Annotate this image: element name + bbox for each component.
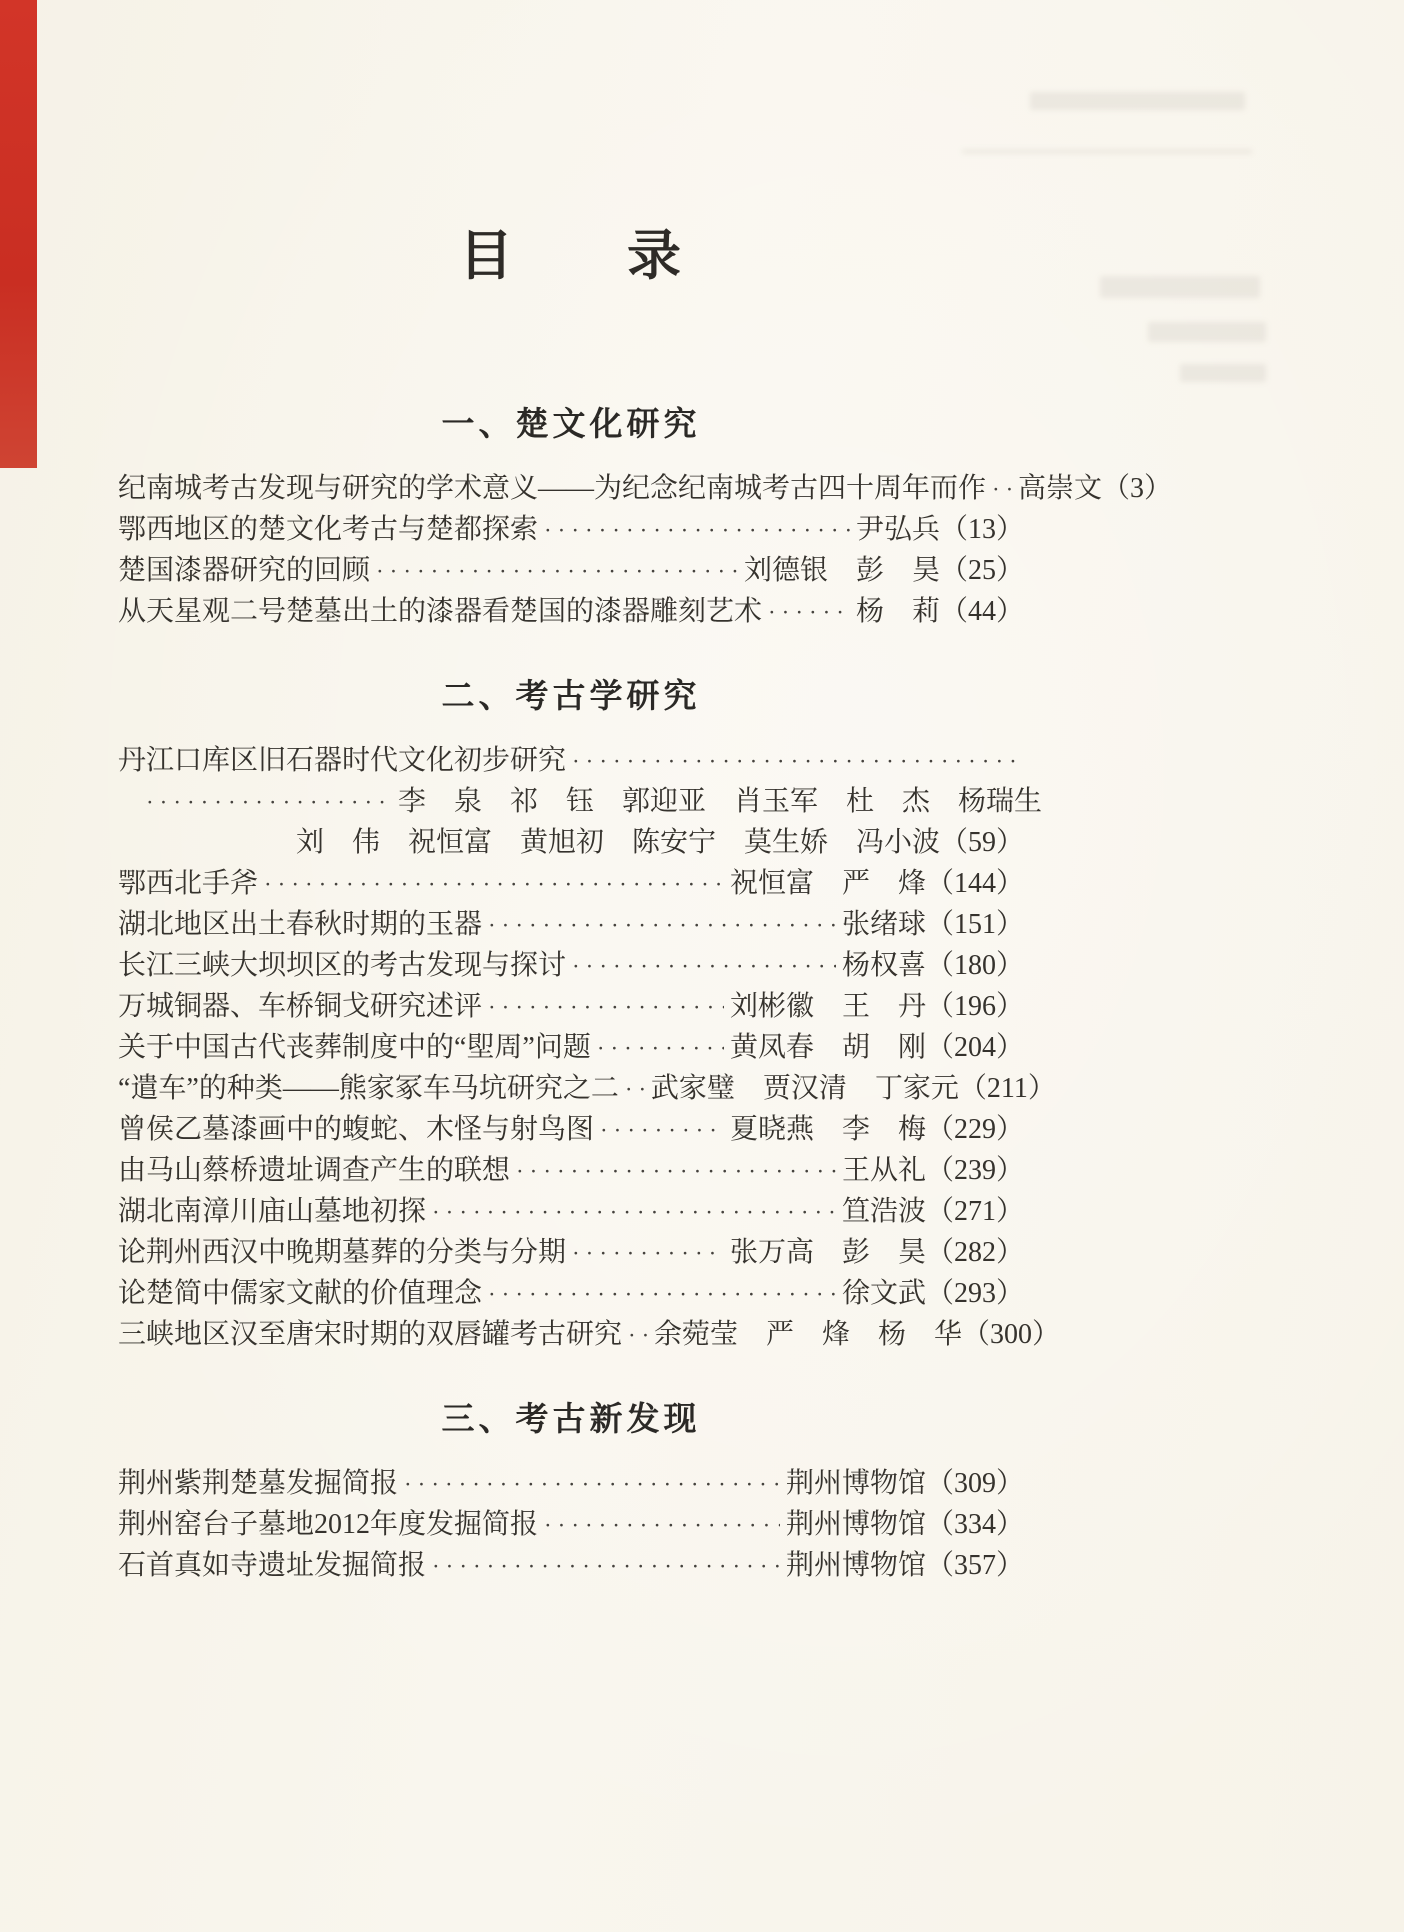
entry-authors-page: 徐文武（293）: [841, 1278, 1024, 1309]
dots-leader: [544, 509, 850, 551]
entry-authors-page: 张绪球（151）: [841, 909, 1024, 940]
entry-title: 关于中国古代丧葬制度中的“堲周”问题: [118, 1032, 591, 1063]
section-heading: 三、考古新发现: [441, 1400, 701, 1437]
entry-title: 湖北地区出土春秋时期的玉器: [118, 909, 483, 940]
toc-entry: [118, 1273, 1024, 1314]
toc-entry: [118, 904, 1024, 945]
bleedthrough-mark: [1100, 276, 1260, 298]
entry-authors-page: 武家璧 贾汉清 丁家元（211）: [650, 1073, 1056, 1104]
bleedthrough-mark: [1148, 322, 1266, 342]
entry-title: 从天星观二号楚墓出土的漆器看楚国的漆器雕刻艺术: [118, 596, 763, 627]
dots-leader: [768, 591, 850, 633]
entry-title: 曾侯乙墓漆画中的蝮蛇、木怪与射鸟图: [118, 1114, 595, 1145]
entry-authors-page: 尹弘兵（13）: [855, 514, 1024, 545]
entry-authors-page: 王从礼（239）: [841, 1155, 1024, 1186]
entry-authors-page: 高崇文（3）: [1018, 473, 1173, 504]
entry-authors-page: 余菀莹 严 烽 杨 华（300）: [654, 1319, 1061, 1350]
toc-entry: [118, 1504, 1024, 1545]
toc-entry: [118, 1314, 1061, 1355]
dots-leader: [544, 1504, 780, 1546]
entry-authors-page: 笪浩波（271）: [841, 1196, 1024, 1227]
toc-entry: [118, 1463, 1024, 1504]
dots-leader: [572, 740, 1018, 782]
entry-authors-page: 黄凤春 胡 刚（204）: [729, 1032, 1024, 1063]
dots-leader: [432, 1191, 836, 1233]
dots-leader: [600, 1109, 724, 1151]
entry-title: 由马山蔡桥遗址调查产生的联想: [118, 1155, 511, 1186]
entry-authors-page: 刘 伟 祝恒富 黄旭初 陈安宁 莫生娇 冯小波（59）: [295, 827, 1024, 858]
entry-title: 楚国漆器研究的回顾: [118, 555, 371, 586]
entry-author-line: [118, 822, 1024, 863]
toc-entry: [118, 1150, 1024, 1191]
dots-leader: [488, 904, 836, 946]
entry-title: 三峡地区汉至唐宋时期的双唇罐考古研究: [118, 1319, 623, 1350]
dots-leader: [628, 1314, 648, 1356]
dots-leader: [992, 468, 1012, 510]
toc-entry: [118, 509, 1024, 550]
entry-authors-page: 荆州博物馆（309）: [785, 1468, 1024, 1499]
entry-title: 石首真如寺遗址发掘简报: [118, 1550, 427, 1581]
section-heading: 二、考古学研究: [441, 677, 701, 714]
toc-content: [118, 0, 1173, 1586]
entry-title: 鄂西北手斧: [118, 868, 259, 899]
entry-title: 鄂西地区的楚文化考古与楚都探索: [118, 514, 539, 545]
entry-title: 荆州窑台子墓地2012年度发掘简报: [118, 1509, 539, 1540]
entry-authors-page: 杨权喜（180）: [841, 950, 1024, 981]
book-cover-edge: [0, 0, 37, 468]
toc-entry: [118, 1191, 1024, 1232]
entry-title: 丹江口库区旧石器时代文化初步研究: [118, 745, 567, 776]
entry-authors-page: 杨 莉（44）: [855, 596, 1024, 627]
dots-leader: [146, 781, 384, 823]
toc-entry: [118, 1068, 1056, 1109]
entry-authors-page: 荆州博物馆（334）: [785, 1509, 1024, 1540]
dots-leader: [404, 1463, 780, 1505]
entry-title: 论荆州西汉中晚期墓葬的分类与分期: [118, 1237, 567, 1268]
dots-leader: [376, 550, 738, 592]
dots-leader: [572, 1232, 724, 1274]
toc-entry: [118, 1027, 1024, 1068]
dots-leader: [597, 1027, 724, 1069]
toc-entry: [118, 591, 1024, 632]
toc-entry: [118, 1109, 1024, 1150]
dots-leader: [432, 1545, 780, 1587]
dots-leader: [516, 1150, 836, 1192]
entry-authors-page: 李 泉 祁 钰 郭迎亚 肖玉军 杜 杰 杨瑞生: [398, 786, 1043, 817]
entry-title: 万城铜器、车桥铜戈研究述评: [118, 991, 483, 1022]
entry-title: 纪南城考古发现与研究的学术意义——为纪念纪南城考古四十周年而作: [118, 473, 987, 504]
dots-leader: [488, 986, 724, 1028]
entry-authors-page: 祝恒富 严 烽（144）: [729, 868, 1024, 899]
toc-entry: [118, 740, 1024, 781]
bleedthrough-mark: [1180, 364, 1266, 382]
bleedthrough-mark: [1030, 92, 1245, 110]
entry-authors-page: 刘德银 彭 昊（25）: [743, 555, 1024, 586]
dots-leader: [572, 945, 836, 987]
dots-leader: [264, 863, 724, 905]
toc-entry: [118, 468, 1173, 509]
page-title: 目 录: [459, 226, 683, 286]
toc-entry: [118, 945, 1024, 986]
entry-authors-page: 刘彬徽 王 丹（196）: [729, 991, 1024, 1022]
dots-leader: [625, 1068, 645, 1110]
section-entries: [118, 1463, 1024, 1586]
section-entries: [118, 740, 1061, 1355]
entry-title: “遣车”的种类——熊家冢车马坑研究之二: [118, 1073, 619, 1104]
toc-entry: [118, 550, 1024, 591]
entry-authors-page: 张万高 彭 昊（282）: [729, 1237, 1024, 1268]
toc-entry: [118, 1545, 1024, 1586]
section-heading: 一、楚文化研究: [441, 405, 701, 442]
toc-sections: [118, 404, 1173, 1586]
entry-authors-page: 荆州博物馆（357）: [785, 1550, 1024, 1581]
entry-title: 荆州紫荆楚墓发掘简报: [118, 1468, 399, 1499]
entry-title: 湖北南漳川庙山墓地初探: [118, 1196, 427, 1227]
entry-title: 长江三峡大坝坝区的考古发现与探讨: [118, 950, 567, 981]
toc-entry: [118, 1232, 1024, 1273]
toc-entry: [118, 863, 1024, 904]
entry-author-line: [118, 781, 1043, 822]
entry-authors-page: 夏晓燕 李 梅（229）: [729, 1114, 1024, 1145]
entry-title: 论楚简中儒家文献的价值理念: [118, 1278, 483, 1309]
section-entries: [118, 468, 1173, 632]
toc-entry: [118, 986, 1024, 1027]
dots-leader: [488, 1273, 836, 1315]
